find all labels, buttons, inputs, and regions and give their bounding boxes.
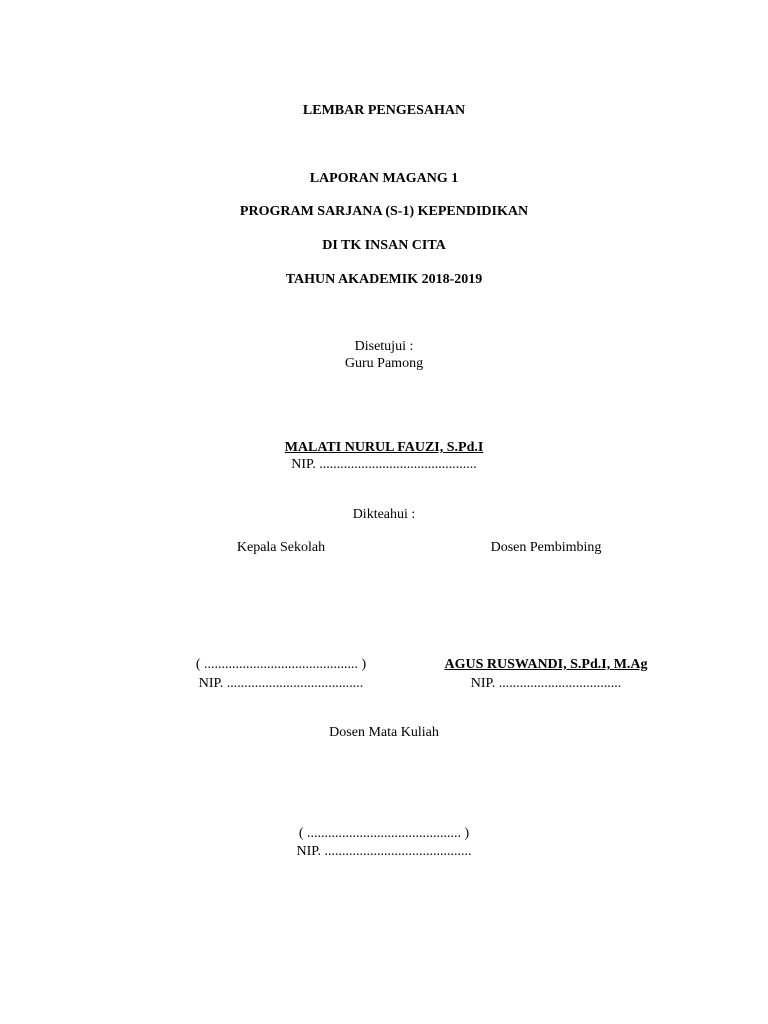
approver-nip: NIP. ............................................. [291,457,477,472]
principal-nip: NIP. ....................................... [198,676,364,691]
principal-name-placeholder: ( ............................................ ) [195,657,367,672]
page-title: LEMBAR PENGESAHAN [302,103,466,118]
approver-name: MALATI NURUL FAUZI, S.Pd.I [284,440,484,455]
supervisor-role: Dosen Pembimbing [490,540,602,555]
course-lecturer-name-placeholder: ( ............................................ ) [298,826,470,841]
supervisor-nip: NIP. ................................... [470,676,622,691]
supervisor-name: AGUS RUSWANDI, S.Pd.I, M.Ag [444,657,648,672]
report-title: LAPORAN MAGANG 1 [309,171,459,186]
program-title: PROGRAM SARJANA (S-1) KEPENDIDIKAN [239,204,529,219]
principal-role: Kepala Sekolah [236,540,326,555]
course-lecturer-role: Dosen Mata Kuliah [329,725,439,740]
approval-role: Guru Pamong [344,356,424,371]
academic-year: TAHUN AKADEMIK 2018-2019 [285,272,483,287]
approval-label: Disetujui : [354,339,414,354]
acknowledged-label: Dikteahui : [352,507,416,522]
location-title: DI TK INSAN CITA [322,238,446,253]
course-lecturer-nip: NIP. .......................................... [296,844,472,859]
